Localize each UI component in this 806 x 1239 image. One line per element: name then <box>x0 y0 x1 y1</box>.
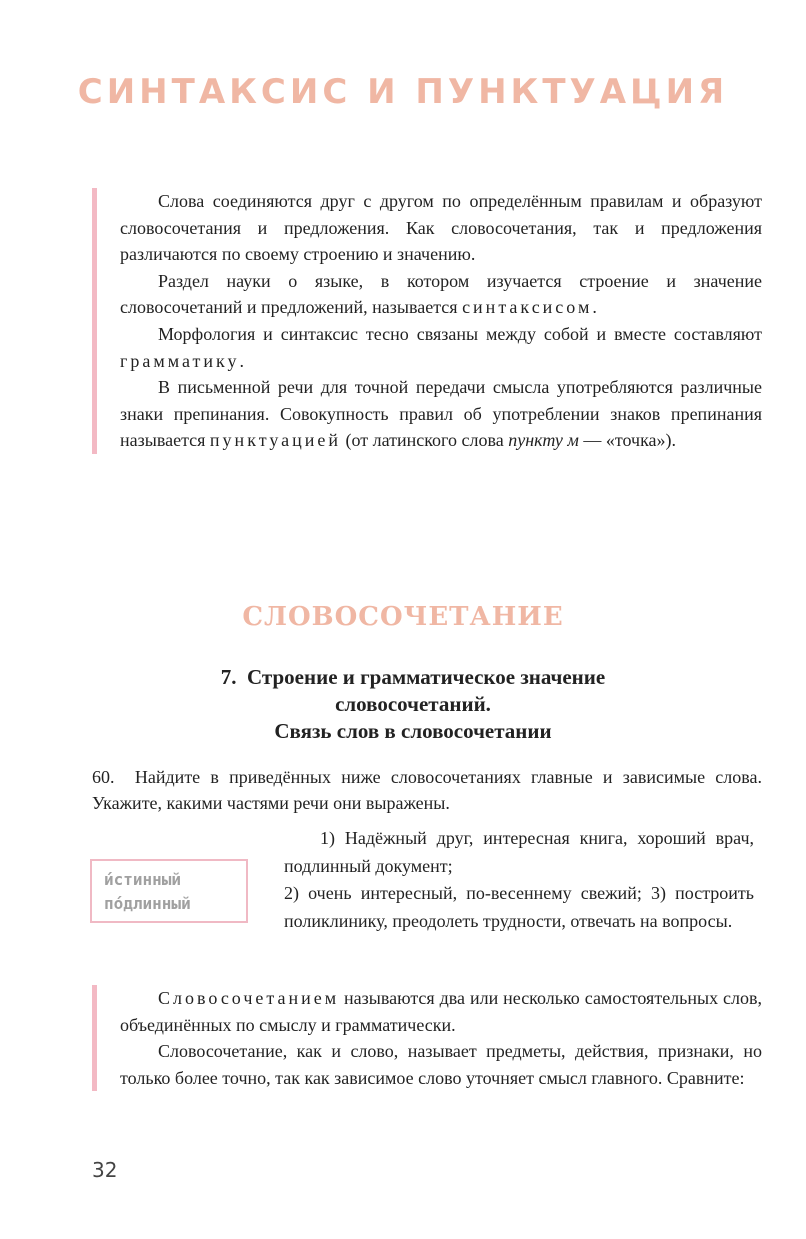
definition-rule-box <box>92 985 762 1091</box>
paragraph-heading <box>120 664 706 745</box>
intro-paragraph-4 <box>120 374 762 454</box>
page-number: 32 <box>92 1158 118 1182</box>
paragraph-heading-text1: Строение и грамматическое значение <box>247 665 606 689</box>
intro-p3-end: . <box>239 350 245 371</box>
term-punctuation: пунктуацией <box>209 430 341 451</box>
intro-p2-end: . <box>592 297 597 318</box>
paragraph-heading-line3: Связь слов в словосочетании <box>274 719 552 743</box>
paragraph-heading-line2: словосочетаний. <box>335 692 491 716</box>
section-title: СЛОВОСОЧЕТАНИЕ <box>242 602 564 632</box>
intro-paragraph-3 <box>120 321 762 374</box>
intro-paragraph-2 <box>120 268 762 321</box>
intro-p4-end: — «точка»). <box>578 430 677 451</box>
exercise-item-2: 2) очень интересный, по-весеннему свежий; 3) построить поликлинику, преодолеть трудности, отвечать на вопросы. <box>284 883 754 931</box>
exercise-items <box>284 825 754 935</box>
intro-p2-text: Раздел науки о языке, в котором изучается строение и значение словосочетаний и предложений, называется <box>120 270 762 318</box>
latin-word: пункту м <box>508 430 579 451</box>
term-grammar: грамматику <box>120 350 240 371</box>
definition-paragraph-2: Словосочетание, как и слово, называет предметы, действия, признаки, но только более точно, так как зависимое слово уточняет смысл главного. Сравните: <box>120 1041 762 1088</box>
exercise-item-1: 1) Надёжный друг, интересная книга, хороший врач, подлинный документ; <box>284 828 754 876</box>
term-syntax: синтаксисом <box>462 297 593 318</box>
accent-word-2: по́длинный <box>104 894 191 913</box>
intro-p3-text: Морфология и синтаксис тесно связаны между собой и вместе составляют <box>158 323 762 344</box>
intro-p4-text: В письменной речи для точной передачи смысла употребляются различные знаки препинания. Совокупность правил об употреблении знаков препинания называется <box>120 377 762 451</box>
definition-p1-text: называются два или несколько самостоятельных слов, объединённых по смыслу и грамматически. <box>120 988 762 1035</box>
page-title: СИНТАКСИС И ПУНКТУАЦИЯ <box>77 72 729 112</box>
exercise-number: 60. <box>92 767 115 787</box>
exercise-task-text: Найдите в приведённых ниже словосочетаниях главные и зависимые слова. Укажите, какими частями речи они выражены. <box>92 767 762 813</box>
intro-p4-mid: (от латинского слова <box>340 430 509 451</box>
accent-word-1: и́стинный <box>104 870 182 889</box>
paragraph-number: 7. <box>220 665 237 689</box>
intro-paragraph-1: Слова соединяются друг с другом по определённым правилам и образуют словосочетания и предложения. Как словосочетания, так и предложения различаются по своему строению и значению. <box>120 191 762 265</box>
term-word-combination: Словосочетанием <box>158 988 340 1008</box>
definition-paragraph-1 <box>120 985 762 1038</box>
accent-word-box <box>90 859 248 923</box>
exercise-task <box>92 764 762 816</box>
intro-rule-box <box>92 188 762 454</box>
paragraph-heading-line1 <box>120 664 706 691</box>
